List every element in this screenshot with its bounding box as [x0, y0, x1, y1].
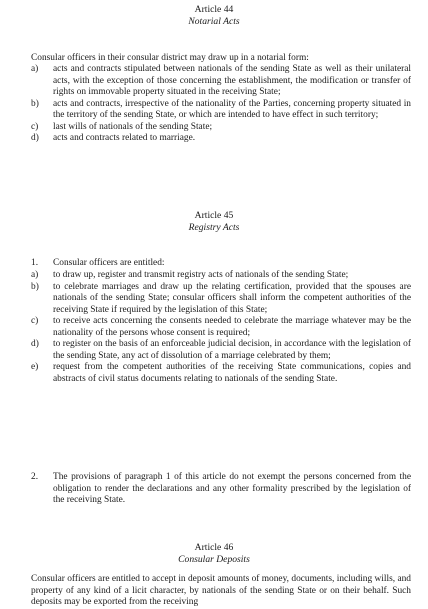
list-item-text: acts and contracts related to marriage.: [53, 133, 196, 143]
list-item-text: to celebrate marriages and draw up the relating certification, provided that the spouses are nationals of the sending State; consular officers shall inform the competent authorities of the receiving State if required by the legislation of this State;: [53, 281, 411, 315]
list-item-text: acts and contracts stipulated between nationals of the sending State as well as their unilateral acts, with the exception of those concerning the establishment, the modification or transfer of rights on immovable property situated in the receiving State;: [53, 64, 411, 97]
article-44-list: [31, 64, 411, 145]
article-45-heading: [0, 210, 428, 234]
article-44-heading: [0, 4, 428, 28]
paragraph-marker: 2.: [31, 472, 39, 482]
list-item-text: to register on the basis of an enforceable judicial decision, in accordance with the legislation of the sending State, any act of dissolution of a marriage celebrated by them;: [53, 339, 411, 361]
list-marker: d): [31, 339, 39, 349]
paragraph-text: Consular officers are entitled:: [53, 258, 165, 268]
list-marker: b): [31, 98, 39, 109]
paragraph-marker: 1.: [31, 258, 39, 268]
article-46-text: Consular officers are entitled to accept in deposit amounts of money, documents, including wills, and property of any kind of a licit character, by nationals of the sending State or on their behalf. Such deposits may be exported from the receiving: [31, 574, 411, 607]
list-item: [31, 99, 411, 122]
list-marker: c): [31, 316, 39, 326]
list-marker: d): [31, 133, 39, 143]
list-marker: b): [31, 281, 39, 292]
list-item: [31, 339, 411, 362]
list-marker: a): [31, 64, 39, 74]
list-item: [31, 122, 411, 134]
article-44-title: Notarial Acts: [188, 16, 240, 27]
article-45-list: [31, 270, 411, 385]
list-item-text: request from the competent authorities of the receiving State communications, copies and abstracts of civil status documents relating to nationals of the sending State.: [53, 362, 411, 384]
article-44-number: Article 44: [194, 4, 234, 15]
article-45-title: Registry Acts: [188, 222, 240, 233]
article-44-intro: Consular officers in their consular district may draw up in a notarial form:: [31, 53, 309, 63]
list-item: [31, 270, 411, 282]
article-45-number: Article 45: [194, 210, 234, 221]
list-item: [31, 64, 411, 99]
list-marker: e): [31, 362, 39, 372]
list-item: [31, 316, 411, 339]
list-marker: c): [31, 121, 39, 132]
article-46-title: Consular Deposits: [178, 554, 250, 565]
article-46-number: Article 46: [194, 542, 234, 553]
list-item: [31, 133, 411, 145]
list-item-text: to receive acts concerning the consents needed to celebrate the marriage whatever may be the nationality of the persons whose consent is required;: [53, 316, 411, 338]
article-45-paragraph-1: [31, 258, 411, 270]
list-item-text: last wills of nationals of the sending State;: [53, 121, 213, 132]
list-item: [31, 362, 411, 385]
article-46-heading: [0, 542, 428, 566]
list-marker: a): [31, 270, 39, 280]
list-item-text: acts and contracts, irrespective of the nationality of the Parties, concerning property situated in the territory of the sending State, or which are intended to have effect in such territory;: [53, 98, 411, 120]
list-item: [31, 282, 411, 317]
paragraph-text: The provisions of paragraph 1 of this article do not exempt the persons concerned from the obligation to render the declarations and any other formality prescribed by the legislation of the receiving State.: [53, 472, 411, 505]
list-item-text: to draw up, register and transmit registry acts of nationals of the sending State;: [53, 270, 349, 280]
article-45-paragraph-2: [31, 472, 411, 507]
